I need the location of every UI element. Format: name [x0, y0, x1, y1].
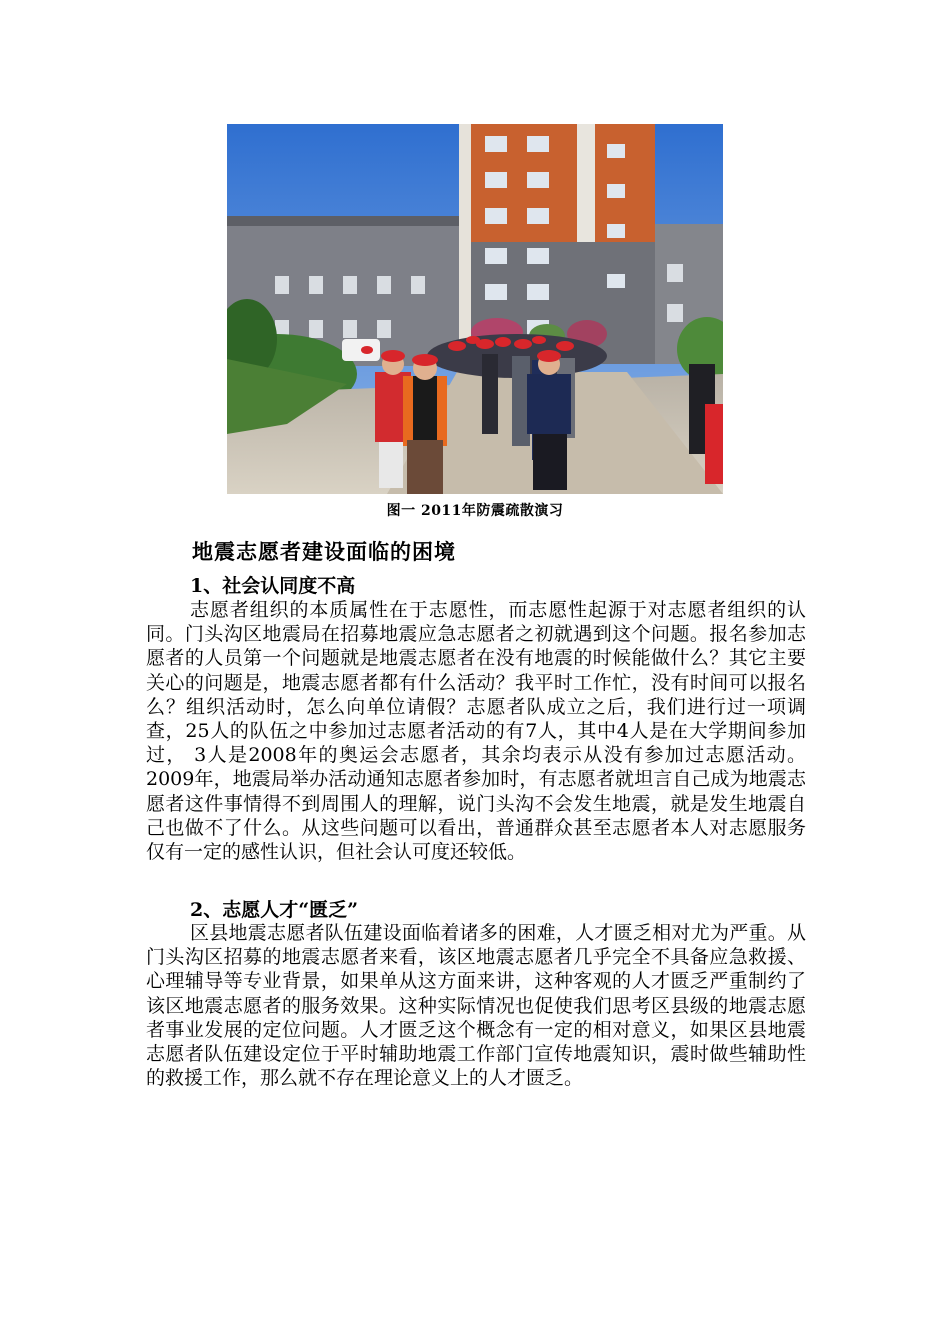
subsection-paragraph-1: 志愿者组织的本质属性在于志愿性，而志愿性起源于对志愿者组织的认同。门头沟区地震局在招募地震应急志愿者之初就遇到这个问题。报名参加志愿者的人员第一个问题就是地震志愿者在没有地震的时候能做什么？其它主要关心的问题是，地震志愿者都有什么活动？我平时工作忙，没有时间可以报名么？组织活动时，怎么向单位请假？志愿者队成立之后，我们进行过一项调查，25人的队伍之中参加过志愿者活动的有7人，其中4人是在大学期间参加过， 3人是2008年的奥运会志愿者，其余均表示从没有参加过志愿活动。2009年，地震局举办活动通知志愿者参加时，有志愿者就坦言自己成为地震志愿者这件事情得不到周围人的理解，说门头沟不会发生地震，就是发生地震自己也做不了什么。从这些问题可以看出，普通群众甚至志愿者本人对志愿服务仅有一定的感性认识，但社会认可度还较低。	[146, 599, 806, 864]
evacuation-drill-photo	[227, 124, 723, 494]
figure-caption: 图一 2011年防震疏散演习	[386, 503, 564, 519]
subsection-paragraph-2: 区县地震志愿者队伍建设面临着诸多的困难，人才匮乏相对尤为严重。从门头沟区招募的地震志愿者来看，该区地震志愿者几乎完全不具备应急救援、心理辅导等专业背景，如果单从这方面来讲，这种客观的人才匮乏严重制约了该区地震志愿者的服务效果。这种实际情况也促使我们思考区县级的地震志愿者事业发展的定位问题。人才匮乏这个概念有一定的相对意义，如果区县地震志愿者队伍建设定位于平时辅助地震工作部门宣传地震知识，震时做些辅助性的救援工作，那么就不存在理论意义上的人才匮乏。	[146, 922, 806, 1090]
subsection-heading-1: 1、社会认同度不高	[190, 575, 356, 597]
section-title: 地震志愿者建设面临的困境	[192, 539, 456, 564]
subsection-heading-2: 2、志愿人才“匮乏”	[190, 899, 359, 921]
